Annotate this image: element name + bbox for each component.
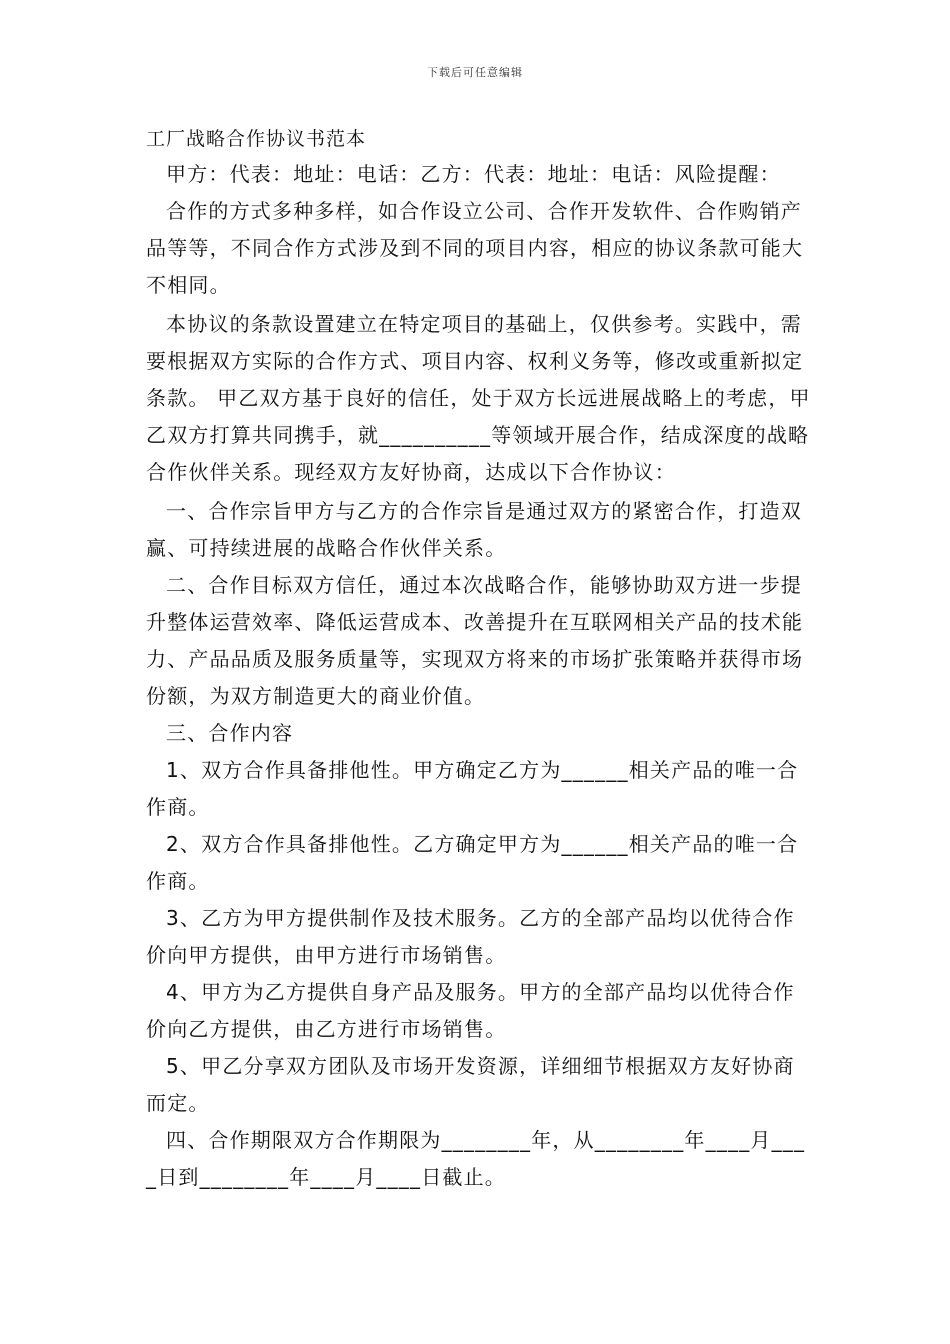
header-note: 下载后可任意编辑 [427,66,523,79]
section-4-paragraph: 四、合作期限双方合作期限为________年，从________年____月____日到________年____月____日截止。 [146,1128,806,1189]
clause-4: 4、甲方为乙方提供自身产品及服务。甲方的全部产品均以优待合作价向乙方提供，由乙方进行市场销售。 [146,980,795,1041]
section-1-paragraph: 一、合作宗旨甲方与乙方的合作宗旨是通过双方的紧密合作，打造双赢、可持续进展的战略合作伙伴关系。 [146,499,802,560]
clause-1: 1、双方合作具备排他性。甲方确定乙方为______相关产品的唯一合作商。 [146,758,799,819]
section-3-heading: 三、合作内容 [166,721,294,745]
paragraph: 本协议的条款设置建立在特定项目的基础上，仅供参考。实践中，需要根据双方实际的合作方式、项目内容、权利义务等，修改或重新拟定条款。 甲乙双方基于良好的信任，处于双方长远进展战略上的考虑，甲乙双方打算共同携手，就__________等领域开展合作，结成深度的战略合作伙伴关系。现经双方友好协商，达成以下合作协议： [146,312,811,484]
document-body [146,156,811,1196]
clause-3: 3、乙方为甲方提供制作及技术服务。乙方的全部产品均以优待合作价向甲方提供，由甲方进行市场销售。 [146,906,795,967]
parties-paragraph: 甲方：代表：地址：电话：乙方：代表：地址：电话：风险提醒： [166,162,781,186]
document-title: 工厂战略合作协议书范本 [146,128,367,150]
section-2-paragraph: 二、合作目标双方信任，通过本次战略合作，能够协助双方进一步提升整体运营效率、降低运营成本、改善提升在互联网相关产品的技术能力、产品品质及服务质量等，实现双方将来的市场扩张策略并获得市场份额，为双方制造更大的商业价值。 [146,573,804,708]
clause-2: 2、双方合作具备排他性。乙方确定甲方为______相关产品的唯一合作商。 [146,832,799,893]
paragraph: 合作的方式多种多样，如合作设立公司、合作开发软件、合作购销产品等等，不同合作方式涉及到不同的项目内容，相应的协议条款可能大不相同。 [146,199,804,297]
clause-5: 5、甲乙分享双方团队及市场开发资源，详细细节根据双方友好协商而定。 [146,1054,795,1115]
